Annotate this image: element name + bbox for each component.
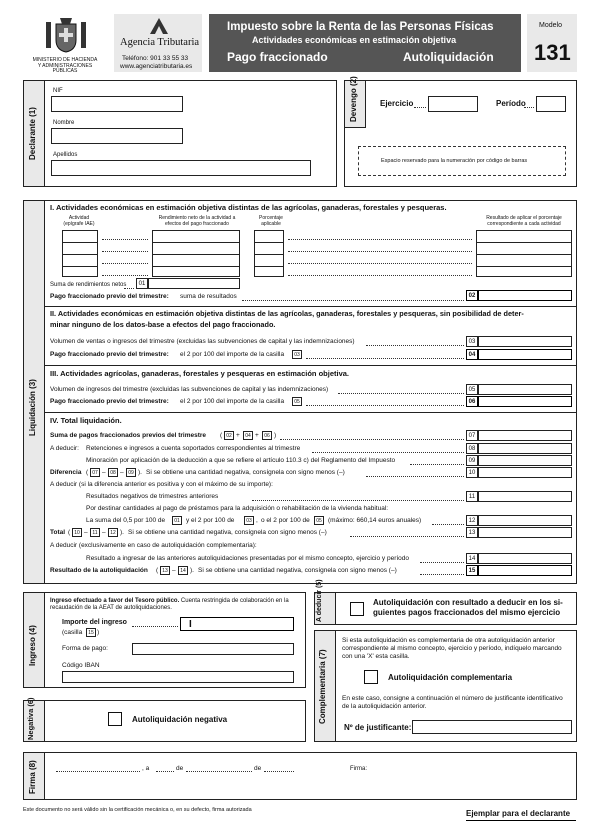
casilla-01-input[interactable] (148, 278, 240, 289)
ingreso-desc-bold: Ingreso efectuado a favor del Tesoro público. (50, 598, 180, 604)
ref-12: 12 (108, 528, 118, 537)
casilla-05-input[interactable] (478, 384, 572, 395)
ref-09: 09 (126, 468, 136, 477)
ref-03: 03 (292, 350, 302, 359)
firma-title: Firma (8) (28, 760, 37, 794)
apellidos-label: Apellidos (53, 152, 78, 158)
forma-pago-label: Forma de pago: (62, 645, 108, 652)
pfp-s3-label: Pago fraccionado previo del trimestre: (50, 398, 169, 405)
prestamos-b3: o el 2 por 100 de (261, 517, 310, 524)
agency-name: Agencia Tributaria (120, 37, 200, 48)
dia-field[interactable] (156, 771, 174, 772)
firma-de1: de (176, 765, 184, 772)
iban-input[interactable] (62, 671, 294, 683)
col-actividad: Actividad (epígrafe IAE) (63, 215, 95, 227)
casilla-01-label: 01 (136, 278, 148, 289)
ref-11: 11 (90, 528, 100, 537)
casilla-11-input[interactable] (478, 491, 572, 502)
nombre-label: Nombre (53, 120, 75, 126)
ref-06: 06 (262, 431, 272, 440)
dif-neg-label: Si se obtiene una cantidad negativa, consígnela con signo menos (–) (146, 469, 345, 476)
casilla-10-input[interactable] (478, 467, 572, 478)
casilla-15-input[interactable] (478, 565, 572, 576)
agency-logo-icon (150, 18, 168, 34)
negativa-check-label: Autoliquidación negativa (132, 715, 228, 724)
ref-14: 14 (178, 566, 188, 575)
agency-block (114, 14, 202, 72)
comp-p1c: con una 'X' esta casilla. (342, 653, 410, 660)
periodo-label: Período (496, 99, 526, 108)
ejercicio-label: Ejercicio (380, 99, 414, 108)
casilla-12-input[interactable] (478, 515, 572, 526)
lugar-field[interactable] (56, 771, 140, 772)
iban-label: Código IBAN (62, 662, 100, 669)
title-main: Impuesto sobre la Renta de las Personas Físicas (227, 21, 494, 33)
total-label: Total (50, 529, 66, 536)
firma-a: , a (142, 765, 150, 772)
prestamos-b2: y el 2 por 100 de (186, 517, 235, 524)
pfp-s1-desc: suma de resultados (180, 293, 237, 300)
casilla-12-label: 12 (466, 515, 478, 526)
casilla-03-label: 03 (466, 336, 478, 347)
casilla-08-input[interactable] (478, 443, 572, 454)
nif-input[interactable] (51, 96, 183, 112)
s2-title-a: II. Actividades económicas en estimación objetiva distintas de las agrícolas, ganaderas, forestales y pesqueras, sin posibilidad de deter- (50, 309, 524, 318)
adeducir-text-b: guientes pagos fraccionados del mismo ejercicio (373, 608, 561, 617)
importe-input[interactable] (180, 617, 294, 631)
s1-title: I. Actividades económicas en estimación objetiva distintas de las agrícolas, ganaderas, forestales y pesqueras. (50, 203, 447, 212)
justificante-label: Nº de justificante: (344, 723, 412, 732)
casilla-04-input[interactable] (478, 349, 572, 360)
comp-p2b: de la autoliquidación anterior. (342, 703, 427, 710)
ref-05: 05 (292, 397, 302, 406)
casilla-11-label: 11 (466, 491, 478, 502)
title-autoliq: Autoliquidación (403, 50, 494, 64)
ingreso-title: Ingreso (4) (28, 625, 37, 666)
apellidos-input[interactable] (51, 160, 311, 176)
prestamos-b4: (máximo: 660,14 euros anuales) (328, 517, 422, 524)
suma-pagos-label: Suma de pagos fraccionados previos del trimestre (50, 432, 207, 439)
ref-02: 02 (224, 431, 234, 440)
text-cursor: I (189, 619, 192, 630)
agency-phone: Teléfono: 901 33 55 33 (122, 55, 189, 62)
ref-10: 10 (72, 528, 82, 537)
complementaria-check-label: Autoliquidación complementaria (388, 673, 513, 682)
casilla-06-input[interactable] (478, 396, 572, 407)
pfp-s3-desc: el 2 por 100 del importe de la casilla (180, 398, 285, 405)
prestamos-a-label: Por destinar cantidades al pago de préstamos para la adquisición o rehabilitación de la vivienda habitual: (86, 505, 389, 512)
resultado-label: Resultado de la autoliquidación (50, 567, 148, 574)
ref-13: 13 (160, 566, 170, 575)
casilla-ref-label: (casilla (62, 629, 83, 636)
col-porcentaje: Porcentaje aplicable (259, 215, 283, 227)
importe-label: Importe del ingreso (62, 619, 127, 626)
ref-08: 08 (108, 468, 118, 477)
casilla-07-input[interactable] (478, 430, 572, 441)
negativa-title: Negativa (6) (26, 697, 35, 740)
suma-rend-label: Suma de rendimientos netos (50, 282, 127, 288)
adeducir-checkbox[interactable] (350, 602, 364, 616)
casilla-10-label: 10 (466, 467, 478, 478)
ejercicio-input[interactable] (428, 96, 478, 112)
comp-p1b: correspondiente al mismo concepto, ejercicio y período, indíquelo marcando (342, 645, 562, 652)
col-rendimiento: Rendimiento neto de la actividad a efectos del pago fraccionado (158, 215, 236, 227)
prestamos-b1: La suma del 0,5 por 100 de (86, 517, 166, 524)
barcode-label: Espacio reservado para la numeración por código de barras (381, 158, 528, 164)
casilla-13-label: 13 (466, 527, 478, 538)
firma-de2: de (254, 765, 262, 772)
anio-field[interactable] (264, 771, 294, 772)
s3-vol-label: Volumen de ingresos del trimestre (excluidas las subvenciones de capital y las indemnizaciones) (50, 386, 329, 393)
complementaria-title: Complementaria (7) (318, 649, 327, 724)
modelo-number: 131 (534, 40, 571, 65)
modelo-label: Modelo (539, 22, 562, 29)
pfp-s2-desc: el 2 por 100 del importe de la casilla (180, 351, 285, 358)
complementaria-checkbox[interactable] (364, 670, 378, 684)
title-block (209, 14, 521, 72)
s4-title: IV. Total liquidación. (50, 416, 122, 425)
casilla-02-label: 02 (466, 290, 478, 301)
ref-15: 15 (86, 628, 96, 637)
ejemplar-label: Ejemplar para el declarante (466, 809, 571, 818)
adeducir-title: A deducir (5) (316, 579, 323, 622)
casilla-08-label: 08 (466, 443, 478, 454)
retenciones-label: Retenciones e ingresos a cuenta soportados correspondientes al trimestre (86, 445, 301, 452)
negativa-checkbox[interactable] (108, 712, 122, 726)
s2-vol-label: Volumen de ventas o ingresos del trimestre (excluidas las subvenciones de capital y las indemnizaciones) (50, 338, 355, 345)
adeducir-text-a: Autoliquidación con resultado a deducir en los si- (373, 598, 563, 607)
minoracion-label: Minoración por aplicación de la deducción a que se refiere el artículo 110.3 c) del Reglamento del Impuesto (86, 457, 396, 464)
title-sub: Actividades económicas en estimación objetiva (252, 35, 457, 45)
diferencia-label: Diferencia (50, 469, 82, 476)
periodo-input[interactable] (536, 96, 566, 112)
total-neg-label: Si se obtiene una cantidad negativa, consígnela con signo menos (–) (128, 529, 327, 536)
s2-title-b: minar ninguno de los datos-base a efectos del pago fraccionado. (50, 320, 276, 329)
casilla-13-input[interactable] (478, 527, 572, 538)
s3-title: III. Actividades agrícolas, ganaderas, forestales y pesqueras en estimación objetiva. (50, 369, 350, 378)
casilla-06-label: 06 (466, 396, 478, 407)
ref-01: 01 (172, 516, 182, 525)
casilla-14-input[interactable] (478, 553, 572, 564)
ministry-label: MINISTERIO DE HACIENDA Y ADMINISTRACIONES PÚBLICAS (32, 57, 98, 74)
casilla-02-input[interactable] (478, 290, 572, 301)
justificante-input[interactable] (412, 720, 572, 734)
complementaria-res-label: Resultado a ingresar de las anteriores autoliquidaciones presentadas por el mismo concepto, ejercicio y período (86, 555, 410, 562)
ref-07: 07 (90, 468, 100, 477)
a-deducir3-label: A deducir (exclusivamente en caso de autoliquidación complementaria): (50, 542, 257, 549)
comp-p2a: En este caso, consigne a continuación el número de justificante identificativo (342, 695, 563, 702)
col-resultado: Resultado de aplicar el porcentaje correspondiente a cada actividad (486, 215, 562, 227)
casilla-05-label: 05 (466, 384, 478, 395)
casilla-09-label: 09 (466, 455, 478, 466)
agency-web: www.agenciatributaria.es (120, 63, 193, 70)
casilla-07-label: 07 (466, 430, 478, 441)
nif-label: NIF (53, 88, 63, 94)
casilla-03-input[interactable] (478, 336, 572, 347)
casilla-09-input[interactable] (478, 455, 572, 466)
nombre-input[interactable] (51, 128, 183, 144)
res-neg-label: Si se obtiene una cantidad negativa, consígnela con signo menos (–) (198, 567, 397, 574)
barcode-area (358, 146, 566, 176)
title-pago: Pago fraccionado (227, 50, 328, 64)
devengo-title: Devengo (2) (349, 76, 358, 122)
casilla-14-label: 14 (466, 553, 478, 564)
a-deducir-label: A deducir: (50, 445, 79, 452)
a-deducir2-label: A deducir (si la diferencia anterior es positiva y con el máximo de su importe): (50, 481, 273, 488)
declarante-title: Declarante (1) (28, 107, 37, 160)
pfp-s1-label: Pago fraccionado previo del trimestre: (50, 293, 169, 300)
comp-p1a: Si esta autoliquidación es complementaria de otra autoliquidación anterior (342, 637, 555, 644)
ref-03b: 03 (244, 516, 254, 525)
casilla-15-label: 15 (466, 565, 478, 576)
ingreso-desc: Cuenta restringida de colaboración en la recaudación de la AEAT de autoliquidaciones. (50, 598, 289, 611)
firma-label: Firma: (350, 766, 367, 772)
negativos-label: Resultados negativos de trimestres anteriores (86, 493, 219, 500)
ref-04: 04 (243, 431, 253, 440)
modelo-block (527, 14, 577, 72)
coat-of-arms-icon (42, 14, 90, 56)
signature-area[interactable] (368, 760, 568, 796)
footer-note: Este documento no será válido sin la certificación mecánica o, en su defecto, firma autorizada (23, 807, 252, 813)
ref-05b: 05 (314, 516, 324, 525)
mes-field[interactable] (186, 771, 252, 772)
pfp-s2-label: Pago fraccionado previo del trimestre: (50, 351, 169, 358)
forma-pago-input[interactable] (132, 643, 294, 655)
casilla-04-label: 04 (466, 349, 478, 360)
liquidacion-title: Liquidación (3) (28, 379, 37, 436)
